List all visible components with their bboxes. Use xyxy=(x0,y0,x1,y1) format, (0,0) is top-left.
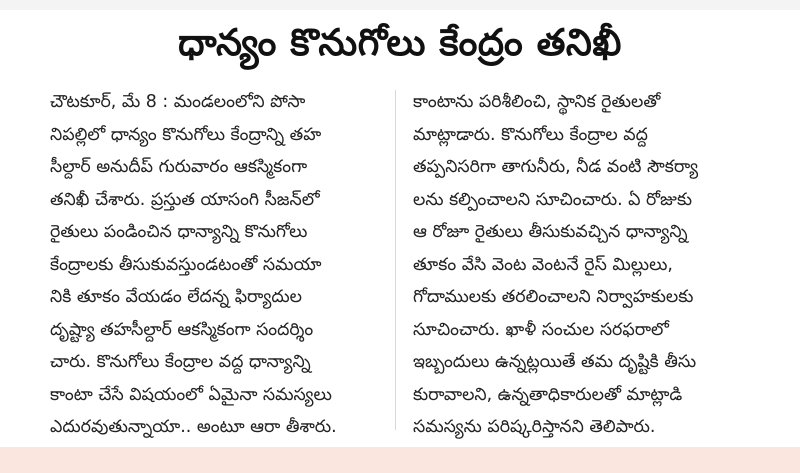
article-line: ఇబ్బందులు ఉన్నట్లయితే తమ దృష్టికి తీసు xyxy=(413,352,697,372)
article-line: దృష్ట్యా తహసీల్దార్ ఆకస్మికంగా సందర్శిం xyxy=(50,319,314,340)
article-line: నిపల్లిలో ధాన్యం కొనుగోలు కేంద్రాన్ని తహ xyxy=(50,124,322,145)
bottom-highlight-band xyxy=(0,447,800,473)
article-right-column xyxy=(413,86,763,444)
article-line: లను కల్పించాలని సూచించారు. ఏ రోజుకు xyxy=(413,189,693,210)
article-line: తనిఖీ చేశారు. ప్రస్తుత యాసంగి సీజన్‌లో xyxy=(50,189,320,210)
article-headline: ధాన్యం కొనుగోలు కేంద్రం తనిఖీ xyxy=(178,21,622,64)
article-line: కురావాలని, ఉన్నతాధికారులతో మాట్లాడి xyxy=(413,384,683,405)
article-line: నికి తూకం వేయడం లేదన్న ఫిర్యాదుల xyxy=(50,287,302,307)
article-line: సీల్దార్ అనుదీప్ గురువారం ఆకస్మికంగా xyxy=(50,157,308,177)
article-line: తప్పనిసరిగా తాగునీరు, నీడ వంటి సౌకర్యా xyxy=(413,157,699,177)
article-line: కాంటాను పరిశీలించి, స్థానిక రైతులతో xyxy=(413,92,661,112)
article-line: గోదాములకు తరలించాలని నిర్వాహకులకు xyxy=(413,287,694,307)
top-edge-strip xyxy=(0,0,800,10)
article-line: ఆ రోజూ రైతులు తీసుకువచ్చిన ధాన్యాన్ని xyxy=(413,222,688,242)
article-line: సమస్యను పరిష్కరిస్తానని తెలిపారు. xyxy=(413,417,656,437)
article-line: కేంద్రాలకు తీసుకువస్తుండటంతో సమయా xyxy=(50,254,322,275)
column-divider xyxy=(395,90,396,430)
article-left-column xyxy=(50,86,380,444)
article-line: తూకం వేసి వెంట వెంటనే రైస్ మిల్లులు, xyxy=(413,254,673,275)
article-line: కాంటా చేసే విషయంలో ఏమైనా సమస్యలు xyxy=(50,384,332,405)
article-line: ఎదురవుతున్నాయా.. అంటూ ఆరా తీశారు. xyxy=(50,417,337,437)
article-line: చౌటకూర్, మే 8 : మండలంలోని పోసా xyxy=(50,92,306,112)
article-line: చారు. కొనుగోలు కేంద్రాల వద్ద ధాన్యాన్ని xyxy=(50,352,311,372)
article-line: మాట్లాడారు. కొనుగోలు కేంద్రాల వద్ద xyxy=(413,124,648,145)
article-line: సూచించారు. ఖాళీ సంచుల సరఫరాలో xyxy=(413,319,669,340)
article-line: రైతులు పండించిన ధాన్యాన్ని కొనుగోలు xyxy=(50,222,308,242)
